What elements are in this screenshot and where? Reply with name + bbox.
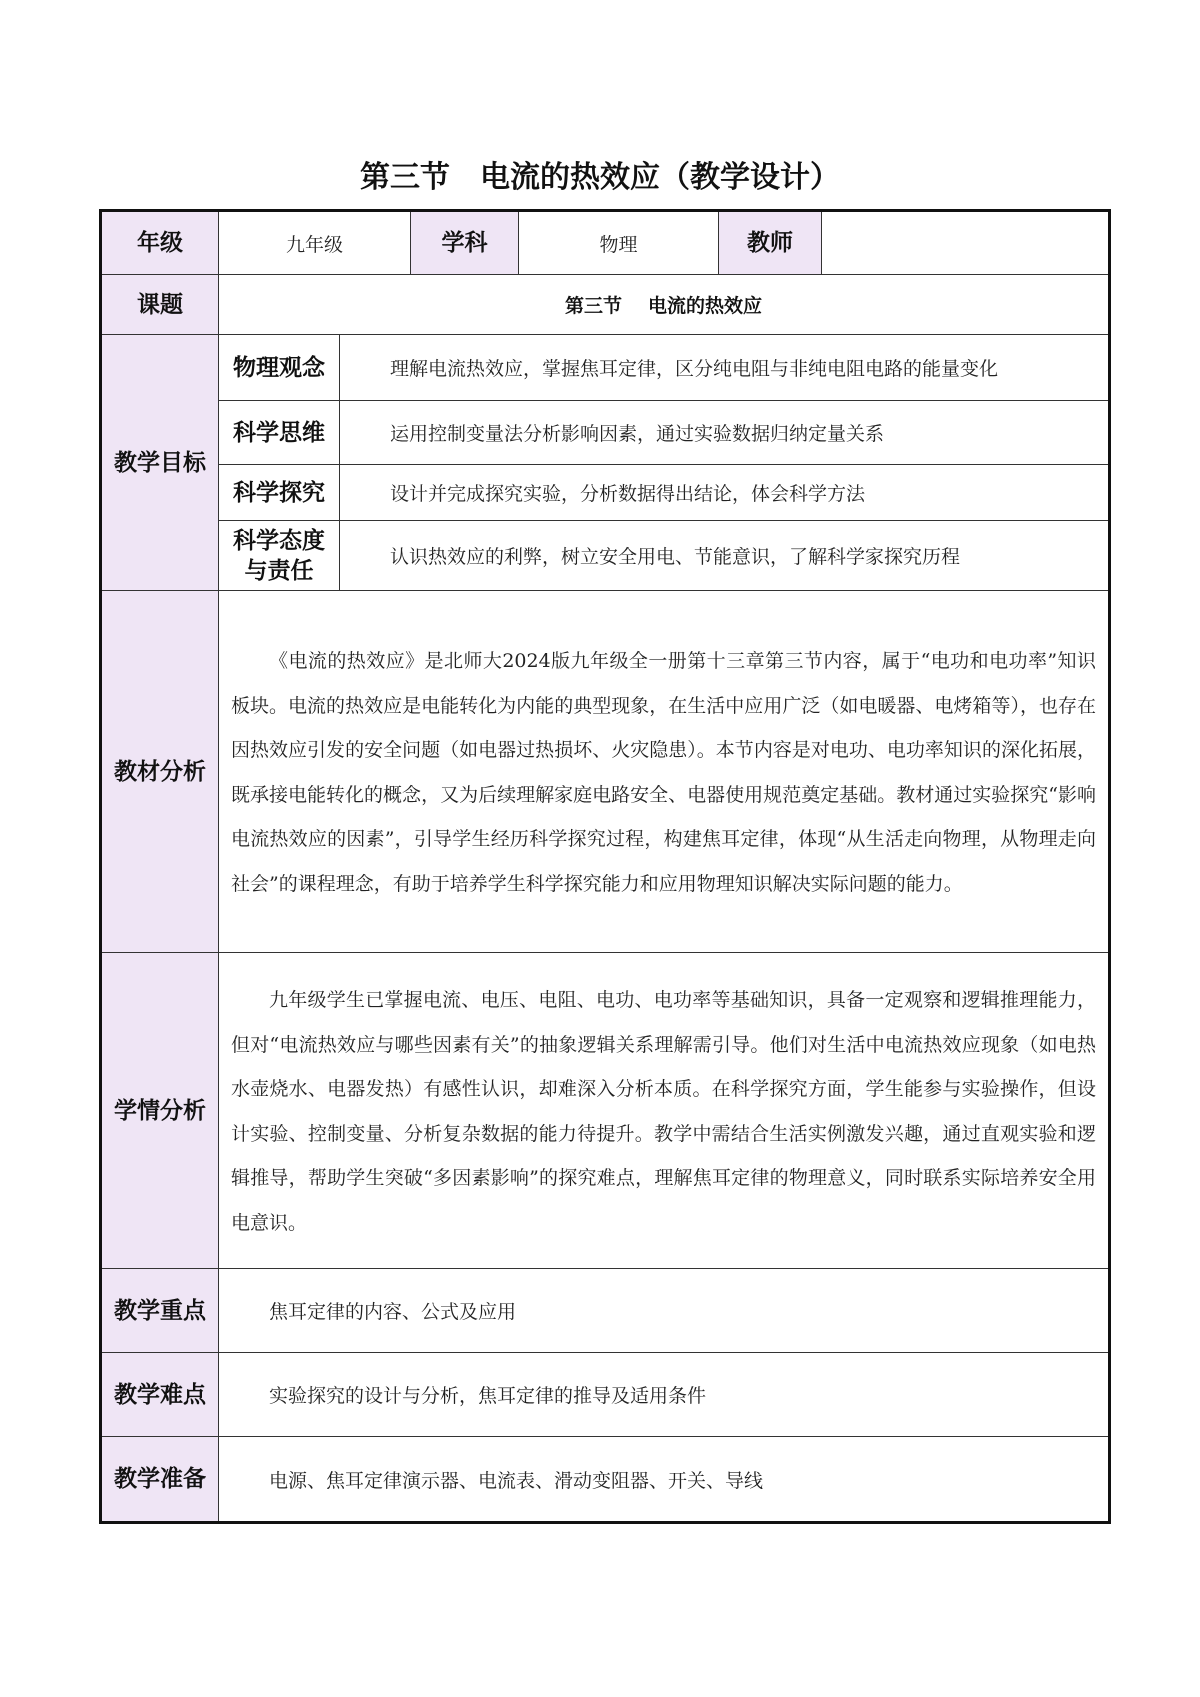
goal-category <box>219 521 340 591</box>
difficulties-content: 实验探究的设计与分析，焦耳定律的推导及适用条件 <box>219 1353 1110 1437</box>
topic-label: 课题 <box>101 275 219 335</box>
lesson-plan-table <box>99 209 1111 1524</box>
goal-row <box>101 335 1110 401</box>
key-points-label: 教学重点 <box>101 1269 219 1353</box>
preparation-content: 电源、焦耳定律演示器、电流表、滑动变阻器、开关、导线 <box>219 1437 1110 1523</box>
topic-name: 电流的热效应 <box>648 295 763 317</box>
difficulties-row <box>101 1353 1110 1437</box>
student-analysis-label: 学情分析 <box>101 953 219 1269</box>
textbook-analysis-row <box>101 591 1110 953</box>
goals-label: 教学目标 <box>101 335 219 591</box>
info-row <box>101 211 1110 275</box>
document-title-part2: 电流的热效应（教学设计） <box>480 160 840 195</box>
topic-value <box>219 275 1110 335</box>
preparation-label: 教学准备 <box>101 1437 219 1523</box>
goal-content: 理解电流热效应，掌握焦耳定律，区分纯电阻与非纯电阻电路的能量变化 <box>340 335 1110 401</box>
document-title-part1: 第三节 <box>360 160 450 195</box>
grade-label: 年级 <box>101 211 219 275</box>
subject-label: 学科 <box>411 211 519 275</box>
goal-content: 设计并完成探究实验，分析数据得出结论，体会科学方法 <box>340 465 1110 521</box>
goal-row <box>101 465 1110 521</box>
student-analysis-content: 九年级学生已掌握电流、电压、电阻、电功、电功率等基础知识，具备一定观察和逻辑推理能力，但对“电流热效应与哪些因素有关”的抽象逻辑关系理解需引导。他们对生活中电流热效应现象（如电热水壶烧水、电器发热）有感性认识，却难深入分析本质。在科学探究方面，学生能参与实验操作，但设计实验、控制变量、分析复杂数据的能力待提升。教学中需结合生活实例激发兴趣，通过直观实验和逻辑推导，帮助学生突破“多因素影响”的探究难点，理解焦耳定律的物理意义，同时联系实际培养安全用电意识。 <box>219 953 1110 1269</box>
goal-content: 认识热效应的利弊，树立安全用电、节能意识，了解科学家探究历程 <box>340 521 1110 591</box>
goal-category-line1: 科学态度 <box>233 527 325 554</box>
topic-section: 第三节 <box>564 295 622 317</box>
student-analysis-row <box>101 953 1110 1269</box>
textbook-analysis-label: 教材分析 <box>101 591 219 953</box>
grade-value: 九年级 <box>219 211 411 275</box>
key-points-content: 焦耳定律的内容、公式及应用 <box>219 1269 1110 1353</box>
teacher-label: 教师 <box>719 211 822 275</box>
goal-row <box>101 401 1110 465</box>
goal-category-line2: 与责任 <box>244 557 314 584</box>
document-title <box>0 158 1200 198</box>
subject-value: 物理 <box>519 211 719 275</box>
key-points-row <box>101 1269 1110 1353</box>
goal-content: 运用控制变量法分析影响因素，通过实验数据归纳定量关系 <box>340 401 1110 465</box>
teacher-value <box>822 211 1110 275</box>
preparation-row <box>101 1437 1110 1523</box>
goal-row <box>101 521 1110 591</box>
goal-category: 物理观念 <box>219 335 340 401</box>
goal-category: 科学探究 <box>219 465 340 521</box>
difficulties-label: 教学难点 <box>101 1353 219 1437</box>
goal-category: 科学思维 <box>219 401 340 465</box>
topic-row <box>101 275 1110 335</box>
textbook-analysis-content: 《电流的热效应》是北师大2024版九年级全一册第十三章第三节内容，属于“电功和电功率”知识板块。电流的热效应是电能转化为内能的典型现象，在生活中应用广泛（如电暖器、电烤箱等），也存在因热效应引发的安全问题（如电器过热损坏、火灾隐患）。本节内容是对电功、电功率知识的深化拓展，既承接电能转化的概念，又为后续理解家庭电路安全、电器使用规范奠定基础。教材通过实验探究“影响电流热效应的因素”，引导学生经历科学探究过程，构建焦耳定律，体现“从生活走向物理，从物理走向社会”的课程理念，有助于培养学生科学探究能力和应用物理知识解决实际问题的能力。 <box>219 591 1110 953</box>
